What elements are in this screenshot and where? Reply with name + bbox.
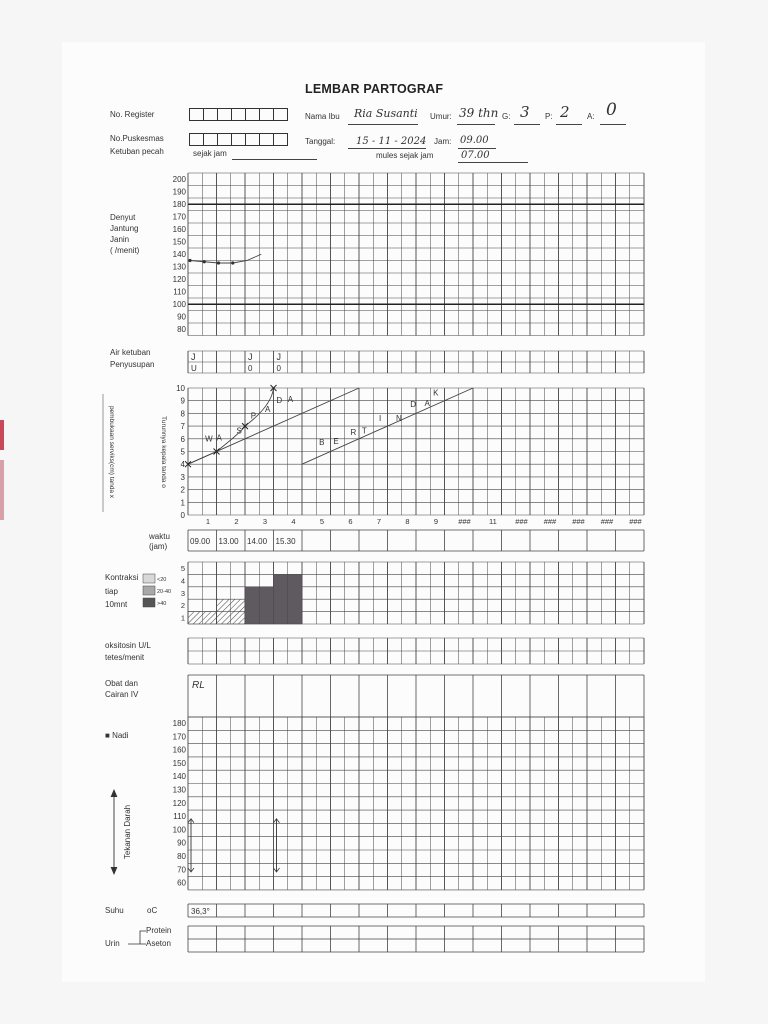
cervix-hour-label: 3	[262, 517, 268, 526]
jam-label: Jam:	[434, 137, 452, 146]
sejak-jam-label: sejak jam	[193, 149, 227, 158]
10mnt-label: 10mnt	[105, 600, 128, 609]
cervix-y-tick: 7	[180, 422, 185, 432]
legend-label: <20	[157, 577, 167, 583]
fhr-line	[190, 254, 261, 263]
fhr-tick-label: 200	[172, 175, 186, 184]
cervix-hour-label: 9	[433, 517, 439, 526]
alert-line-letter: S	[236, 426, 242, 436]
obat-grid	[188, 675, 644, 717]
waktu-value: 09.00	[190, 537, 211, 546]
contraction-bar	[274, 574, 288, 624]
waktu-value: 15.30	[275, 537, 296, 546]
td-arrow-head-down	[111, 867, 117, 874]
nadi-tick-label: 80	[177, 852, 186, 861]
suhu-grid	[188, 904, 644, 917]
cervix-hour-label: 2	[234, 517, 239, 526]
nama-ibu-value: Ria Susanti	[354, 107, 418, 120]
tetes-label: tetes/menit	[105, 653, 145, 662]
contraction-bar	[217, 599, 231, 624]
contraction-bar	[188, 612, 202, 624]
alert-line-letter: W	[205, 434, 213, 444]
contraction-bar	[245, 587, 259, 624]
protein-label: Protein	[146, 926, 172, 935]
urin-bracket	[128, 931, 146, 944]
edge-stripe-pink	[0, 460, 4, 520]
air-ketuban-label: Air ketuban	[110, 348, 151, 357]
contraction-bar	[259, 587, 273, 624]
nadi-tick-label: 60	[177, 878, 186, 888]
nadi-tick-label: 160	[172, 745, 186, 755]
action-line-letter: T	[361, 426, 367, 436]
kontraksi-label: Kontraksi	[105, 573, 139, 582]
jam-unit-label: (jam)	[149, 542, 168, 551]
no-puskesmas-label: No.Puskesmas	[110, 134, 164, 143]
a-label: A:	[587, 112, 595, 121]
tiap-label: tiap	[105, 587, 118, 596]
mules-value: 07.00	[461, 150, 490, 161]
oksitosin-grid	[188, 638, 644, 664]
penyusupan-value: 0	[276, 364, 281, 373]
nadi-label: ■ Nadi	[105, 731, 129, 740]
nadi-tick-label: 90	[177, 838, 186, 848]
air-ketuban-value: J	[276, 352, 281, 362]
kontraksi-y-tick: 5	[180, 564, 185, 573]
cervix-hour-label: ###	[600, 517, 614, 526]
fhr-label-1: Denyut	[110, 213, 136, 222]
action-line-letter: R	[350, 427, 357, 437]
urin-label: Urin	[105, 939, 120, 948]
mules-label: mules sejak jam	[376, 151, 434, 160]
cervix-hour-label: ###	[629, 517, 642, 526]
aseton-label: Aseton	[146, 939, 171, 948]
contraction-bar	[202, 612, 216, 624]
alert-line-letter: A	[216, 433, 222, 443]
alert-line-letter: A	[264, 405, 271, 415]
cervix-y-tick: 1	[180, 498, 185, 508]
cervix-hour-label: 1	[205, 517, 211, 526]
cervix-hour-label: ###	[543, 517, 557, 526]
nadi-tick-label: 120	[172, 798, 186, 808]
urin-grid	[188, 926, 644, 952]
fhr-tick-label: 100	[172, 300, 186, 309]
cervix-hour-label: 6	[348, 517, 353, 526]
suhu-label: Suhu	[105, 906, 124, 915]
fhr-point	[231, 261, 234, 264]
partograf-sheet	[62, 42, 705, 982]
kontraksi-y-tick: 3	[180, 588, 185, 598]
penyusupan-value: 0	[248, 364, 253, 373]
action-line-letter: E	[333, 436, 339, 446]
suhu-value: 36,3°	[191, 907, 210, 916]
nadi-tick-label: 110	[173, 812, 186, 822]
td-arrow-head-up	[111, 790, 117, 797]
cervix-hour-label: ###	[458, 517, 471, 526]
obat-entry: RL	[192, 680, 205, 691]
cervix-hour-label: 5	[319, 517, 325, 526]
nadi-tick-label: 140	[172, 772, 186, 782]
nadi-tick-label: 130	[172, 785, 186, 795]
contraction-bar	[231, 599, 245, 624]
cervix-hour-label: 4	[291, 517, 296, 526]
cervix-y-tick: 0	[180, 511, 185, 520]
td-label: Tekanan Darah	[123, 804, 132, 860]
partograph-grids	[62, 42, 705, 982]
cervix-hour-label: ###	[572, 517, 585, 526]
action-line-letter: K	[433, 388, 439, 398]
cervix-hour-label: 11	[489, 517, 497, 526]
nadi-tick-label: 150	[172, 758, 186, 768]
cervix-hour-label: ###	[515, 517, 528, 526]
suhu-unit-label: oC	[147, 906, 158, 915]
fhr-point	[217, 261, 220, 264]
legend-swatch	[143, 574, 155, 583]
penyusupan-label: Penyusupan	[110, 360, 155, 369]
kontraksi-y-tick: 1	[180, 613, 185, 623]
fhr-label-4: ( /menit)	[110, 246, 140, 255]
waktu-value: 13.00	[218, 537, 239, 546]
no-register-label: No. Register	[110, 110, 155, 119]
fhr-tick-label: 180	[172, 200, 186, 209]
fhr-tick-label: 90	[177, 312, 186, 322]
g-value: 3	[520, 103, 530, 121]
tanggal-value: 15 - 11 - 2024	[356, 136, 427, 147]
alert-line-letter: P	[250, 411, 257, 421]
umur-label: Umur:	[430, 112, 452, 121]
cervix-y-tick: 8	[180, 409, 185, 419]
action-line-letter: D	[410, 400, 417, 410]
fhr-tick-label: 150	[172, 237, 186, 247]
penyusupan-value: U	[191, 364, 197, 373]
jam-value: 09.00	[460, 135, 489, 146]
cervix-y-tick: 4	[180, 460, 185, 470]
ketuban-pecah-label: Ketuban pecah	[110, 147, 164, 156]
legend-swatch	[143, 586, 155, 595]
waktu-value: 14.00	[247, 537, 268, 546]
cairan-label: Cairan IV	[105, 690, 139, 699]
cervix-y-tick: 6	[180, 434, 185, 444]
fhr-tick-label: 130	[172, 262, 186, 272]
oksitosin-label: oksitosin U/L	[105, 641, 151, 650]
cervix-y-tick: 3	[180, 472, 185, 482]
alert-line-letter: D	[276, 396, 283, 406]
obat-label: Obat dan	[105, 679, 138, 688]
nadi-tick-label: 180	[172, 719, 186, 728]
cervix-y-tick: 5	[180, 447, 185, 457]
a-value: 0	[606, 100, 617, 120]
action-line-letter: A	[424, 398, 430, 408]
fhr-tick-label: 170	[172, 212, 186, 222]
edge-stripe-red	[0, 420, 4, 450]
nadi-tick-label: 70	[177, 865, 186, 875]
action-line-letter: N	[396, 414, 402, 424]
cervix-side-label-1: pembukaan serviks(cm) tanda x	[108, 405, 115, 499]
fhr-tick-label: 140	[172, 250, 186, 259]
nadi-grid	[188, 717, 644, 890]
legend-label: 20-40	[157, 589, 172, 595]
fhr-point	[203, 260, 206, 263]
fhr-label-3: Janin	[110, 235, 130, 244]
cervix-y-tick: 9	[180, 396, 185, 406]
fhr-tick-label: 80	[177, 325, 186, 334]
fhr-tick-label: 120	[172, 275, 186, 284]
legend-label: >40	[157, 601, 167, 607]
fhr-tick-label: 110	[173, 287, 186, 297]
kontraksi-y-tick: 4	[180, 576, 185, 586]
tanggal-label: Tanggal:	[305, 137, 336, 146]
cervix-hour-label: 8	[405, 517, 410, 526]
p-value: 2	[560, 103, 570, 121]
nama-ibu-label: Nama Ibu	[305, 112, 340, 121]
fhr-tick-label: 160	[172, 225, 186, 234]
nadi-label-text: Nadi	[112, 731, 129, 740]
action-line-letter: I	[378, 414, 382, 424]
air-ketuban-value: J	[191, 352, 196, 362]
legend-swatch	[143, 598, 155, 607]
fhr-grid	[188, 173, 644, 336]
cervix-hour-label: 7	[376, 517, 382, 526]
umur-value: 39 thn	[459, 106, 499, 120]
cervix-side-label-2: Turunnya kepala tanda o	[160, 416, 167, 488]
waktu-label: waktu	[149, 532, 170, 541]
contraction-bar	[288, 574, 302, 624]
page-title: LEMBAR PARTOGRAF	[305, 82, 444, 96]
nadi-tick-label: 100	[172, 825, 186, 835]
nadi-tick-label: 170	[172, 732, 186, 742]
cervix-y-tick: 2	[180, 485, 185, 495]
kontraksi-y-tick: 2	[180, 601, 185, 611]
g-label: G:	[502, 112, 511, 121]
fhr-point	[188, 259, 191, 262]
action-line-letter: B	[319, 438, 325, 448]
air-ketuban-value: J	[248, 352, 253, 362]
alert-line-letter: A	[287, 394, 294, 404]
cervix-y-tick: 10	[176, 384, 185, 393]
fhr-tick-label: 190	[172, 187, 186, 197]
p-label: P:	[545, 112, 553, 121]
fhr-label-2: Jantung	[110, 224, 139, 233]
air-ketuban-grid	[188, 351, 644, 373]
